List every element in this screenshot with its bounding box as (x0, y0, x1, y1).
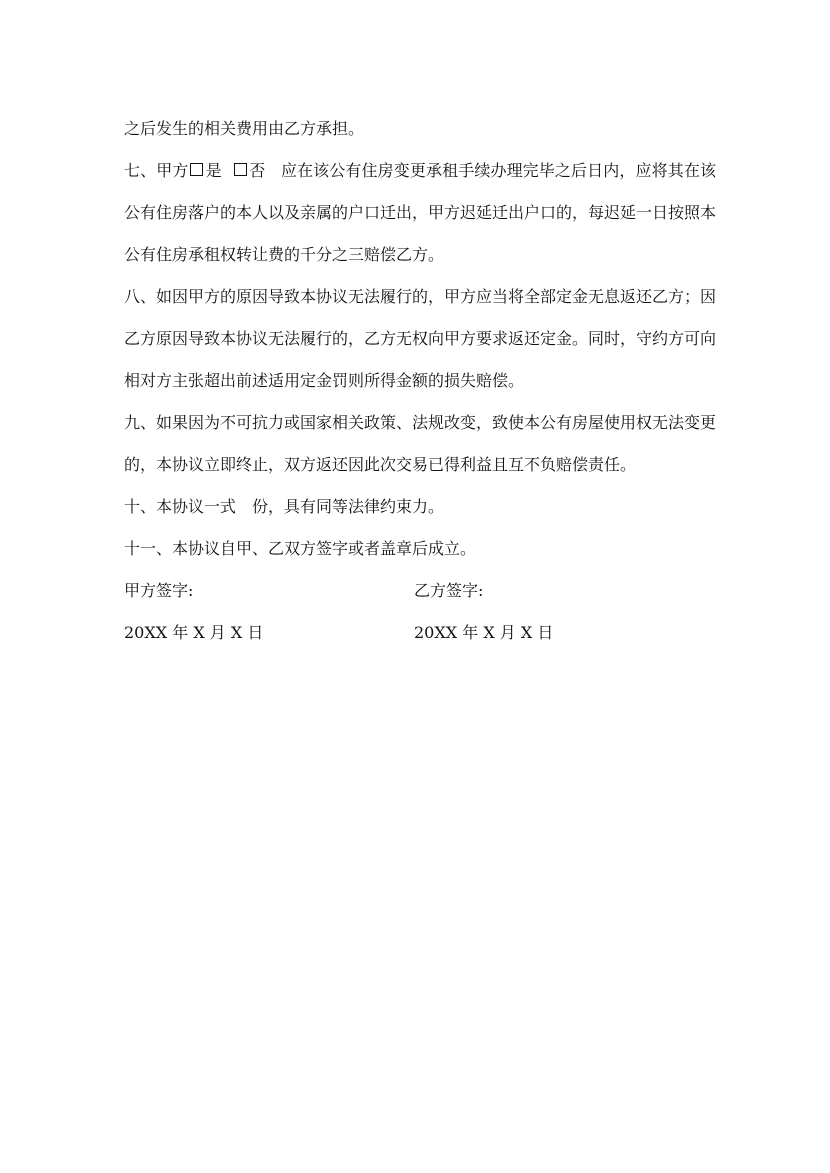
document-body (124, 108, 716, 654)
paragraph-7 (124, 150, 716, 276)
signature-row (124, 570, 716, 612)
paragraph-6-tail: 之后发生的相关费用由乙方承担。 (124, 119, 365, 138)
checkbox-no[interactable] (234, 163, 247, 176)
paragraph-8: 八、如因甲方的原因导致本协议无法履行的，甲方应当将全部定金无息返还乙方；因乙方原因导致本协议无法履行的，乙方无权向甲方要求返还定金。同时，守约方可向相对方主张超出前述适用定金罚则所得金额的损失赔偿。 (124, 287, 717, 390)
date-row (124, 612, 716, 654)
paragraph-9: 九、如果因为不可抗力或国家相关政策、法规改变，致使本公有房屋使用权无法变更的，本协议立即终止，双方返还因此次交易已得利益且互不负赔偿责任。 (124, 413, 717, 474)
paragraph-7-prefix: 七、甲方 (124, 161, 189, 180)
paragraph-11: 十一、本协议自甲、乙双方签字或者盖章后成立。 (124, 539, 477, 558)
paragraph-7-text: 应在该公有住房变更承租手续办理完毕之后日内，应将其在该公有住房落户的本人以及亲属的户口迁出，甲方迟延迁出户口的，每迟延一日按照本公有住房承租权转让费的千分之三赔偿乙方。 (124, 161, 717, 264)
option-yes-label: 是 (205, 161, 222, 180)
option-no-label: 否 (249, 161, 266, 180)
party-a-signature-label: 甲方签字: (124, 581, 194, 600)
checkbox-yes[interactable] (190, 163, 203, 176)
paragraph-10: 十、本协议一式 份，具有同等法律约束力。 (124, 497, 445, 516)
party-b-date: 20XX 年 X 月 X 日 (414, 623, 554, 642)
party-b-signature-label: 乙方签字: (414, 581, 484, 600)
party-a-date: 20XX 年 X 月 X 日 (124, 623, 264, 642)
